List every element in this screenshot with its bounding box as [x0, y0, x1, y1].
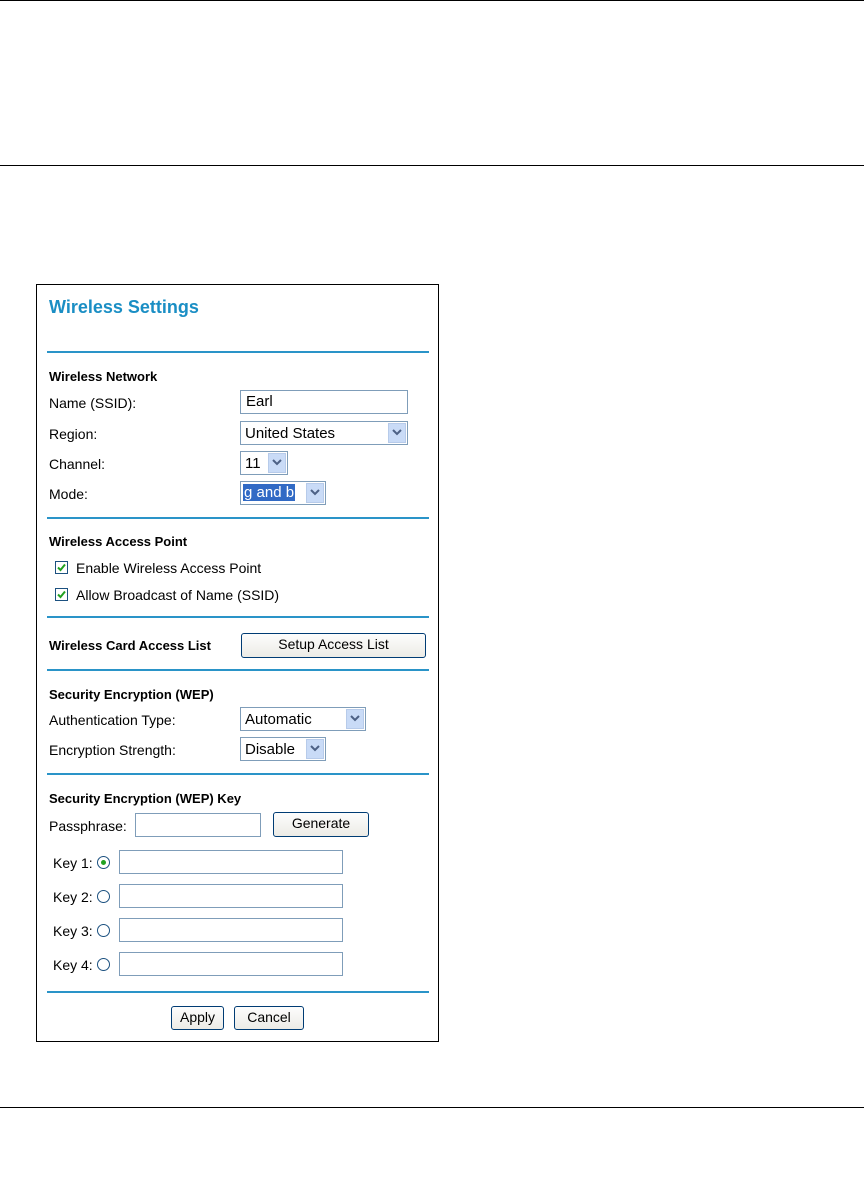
access-point-heading: Wireless Access Point: [49, 534, 188, 549]
mode-select[interactable]: [240, 481, 326, 505]
auth-type-label: Authentication Type:: [49, 712, 176, 728]
section-separator: [47, 517, 429, 519]
strength-select[interactable]: [240, 737, 326, 761]
wep-key-heading: Security Encryption (WEP) Key: [49, 791, 242, 806]
key-1-radio[interactable]: [97, 856, 110, 869]
broadcast-ssid-checkbox[interactable]: [55, 588, 68, 601]
generate-button[interactable]: Generate: [273, 812, 369, 837]
dropdown-arrow-icon[interactable]: [388, 423, 406, 443]
mode-label: Mode:: [49, 486, 88, 502]
key-label: Key 2:: [53, 889, 93, 905]
key-4-radio[interactable]: [97, 958, 110, 971]
channel-select[interactable]: [240, 451, 288, 475]
region-select[interactable]: [240, 421, 408, 445]
key-3-radio[interactable]: [97, 924, 110, 937]
key-1-input[interactable]: [119, 850, 343, 874]
key-label: Key 3:: [53, 923, 93, 939]
section-separator: [47, 669, 429, 671]
auth-type-select[interactable]: [240, 707, 366, 731]
key-4-input[interactable]: [119, 952, 343, 976]
cancel-button[interactable]: Cancel: [234, 1006, 304, 1030]
setup-access-list-button[interactable]: Setup Access List: [241, 633, 426, 658]
security-heading: Security Encryption (WEP): [49, 687, 214, 702]
enable-ap-checkbox[interactable]: [55, 561, 68, 574]
auth-type-value: Automatic: [245, 711, 312, 728]
channel-value: 11: [245, 455, 261, 472]
key-label: Key 4:: [53, 957, 93, 973]
checkmark-icon: [57, 563, 66, 572]
mode-value: g and b: [244, 484, 295, 501]
radio-selected-dot: [101, 860, 106, 865]
dropdown-arrow-icon[interactable]: [306, 483, 324, 503]
enable-ap-label[interactable]: Enable Wireless Access Point: [76, 560, 262, 576]
apply-button[interactable]: Apply: [171, 1006, 224, 1030]
section-separator: [47, 773, 429, 775]
broadcast-ssid-label[interactable]: Allow Broadcast of Name (SSID): [76, 587, 280, 603]
key-3-input[interactable]: [119, 918, 343, 942]
passphrase-input[interactable]: [135, 813, 261, 837]
channel-label: Channel:: [49, 456, 106, 472]
section-separator: [47, 351, 429, 353]
region-value: United States: [245, 425, 336, 442]
dropdown-arrow-icon[interactable]: [306, 739, 324, 759]
key-2-radio[interactable]: [97, 890, 110, 903]
key-label: Key 1:: [53, 855, 93, 871]
page-title: Wireless Settings: [49, 297, 199, 317]
key-2-input[interactable]: [119, 884, 343, 908]
footer-rule: [0, 1107, 864, 1108]
ssid-label: Name (SSID):: [49, 395, 137, 411]
section-separator: [47, 991, 429, 993]
card-access-heading: Wireless Card Access List: [49, 638, 211, 653]
strength-value: Disable: [245, 741, 296, 758]
passphrase-label: Passphrase:: [49, 818, 127, 834]
region-label: Region:: [49, 426, 98, 442]
dropdown-arrow-icon[interactable]: [268, 453, 286, 473]
ssid-input[interactable]: Earl: [240, 390, 408, 414]
strength-label: Encryption Strength:: [49, 742, 176, 758]
header-rule: [0, 165, 864, 166]
top-rule: [0, 0, 864, 1]
checkmark-icon: [57, 590, 66, 599]
wireless-settings-panel: [36, 284, 439, 1042]
section-separator: [47, 616, 429, 618]
wireless-network-heading: Wireless Network: [49, 369, 158, 384]
dropdown-arrow-icon[interactable]: [346, 709, 364, 729]
